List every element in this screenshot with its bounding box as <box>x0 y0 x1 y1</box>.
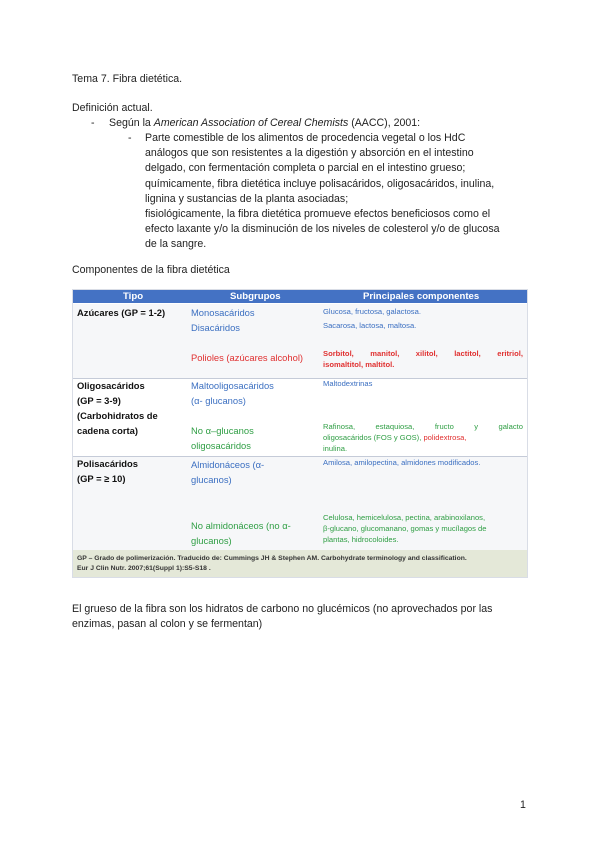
comp-no-alfa-line2 <box>323 432 523 443</box>
sub-no-almidonaceos: No almidonáceos (no α- <box>191 520 291 531</box>
comp-no-alfa-line1 <box>323 421 523 432</box>
definition-line: efecto laxante y/o la disminución de los niveles de colesterol y/o de glucosa <box>145 223 500 236</box>
table-header <box>73 290 527 303</box>
definition-line: de la sangre. <box>145 238 207 251</box>
comp-fos-gos: oligosacáridos (FOS y GOS), <box>323 433 422 442</box>
comp-polidextrosa: polidextrosa, <box>421 433 467 442</box>
closing-line-2: enzimas, pasan al colon y se fermentan) <box>72 618 263 630</box>
definition-line: químicamente, fibra dietética incluye polisacáridos, oligosacáridos, inulina, <box>145 177 495 190</box>
comp-polioles-line1 <box>323 348 523 359</box>
bullet-aacc <box>109 116 420 130</box>
comp-word: lactitol, <box>454 349 481 358</box>
comp-line: Celulosa, hemicelulosa, pectina, arabinoxilanos, <box>323 513 486 522</box>
comp-word: galacto <box>498 422 523 431</box>
sub-no-almidonaceos-2: glucanos) <box>191 535 232 546</box>
bullet-aacc-prefix: Según la <box>109 117 154 129</box>
sub-no-alfa-glucanos: No α–glucanos <box>191 425 254 436</box>
bullet-aacc-italic: American Association of Cereal Chemists <box>153 117 349 129</box>
comp-inulina: inulina. <box>323 444 348 453</box>
comp-line: plantas, hidrocoloides. <box>323 535 399 544</box>
comp-polioles-line2: isomaltitol, maltitol. <box>323 360 395 369</box>
definition-line: fisiológicamente, la fibra dietética promueve efectos beneficiosos como el <box>145 208 491 221</box>
sub-almidonaceos: Almidonáceos (α- <box>191 459 265 470</box>
definition-heading: Definición actual. <box>72 102 153 114</box>
sub-monosacaridos: Monosacáridos <box>191 307 255 318</box>
bullet-aacc-suffix: (AACC), 2001: <box>348 117 421 129</box>
components-heading: Componentes de la fibra dietética <box>72 264 230 276</box>
comp-polioles <box>323 348 523 370</box>
tipo-oligo-4: cadena corta) <box>77 425 138 436</box>
tipo-poli-2: (GP = ≥ 10) <box>77 473 126 484</box>
footnote-line1: GP – Grado de polimerización. Traducido de: Cummings JH & Stephen AM. Carbohydrate terminology and classification. <box>77 555 467 562</box>
comp-word: fructo <box>434 422 454 431</box>
comp-word: y <box>474 422 479 431</box>
comp-word: eritriol, <box>497 349 523 358</box>
comp-no-almidonaceos <box>323 512 487 545</box>
tipo-oligo-3: (Carbohidratos de <box>77 410 158 421</box>
comp-word: Rafinosa, <box>323 422 356 431</box>
sub-alfa-glucanos: (α- glucanos) <box>191 395 246 406</box>
definition-line: delgado, con fermentación completa o parcial en el intestino grueso; <box>145 162 466 175</box>
tipo-azucares: Azúcares (GP = 1-2) <box>77 307 166 318</box>
comp-word: estaquiosa, <box>375 422 415 431</box>
sub-oligosacaridos: oligosacáridos <box>191 440 251 451</box>
tipo-poli-1: Polisacáridos <box>77 458 138 469</box>
definition-line: Parte comestible de los alimentos de procedencia vegetal o los HdC <box>145 132 466 144</box>
document-title: Tema 7. Fibra dietética. <box>72 73 183 85</box>
definition-line: análogos que son resistentes a la digestión y absorción en el intestino <box>145 147 474 160</box>
footnote-line2: Eur J Clin Nutr. 2007;61(Suppl 1):S5-S18 . <box>77 565 211 572</box>
comp-almidones: Amilosa, amilopectina, almidones modificados. <box>323 458 481 467</box>
definition-line: lignina y sustancias de la planta asociadas; <box>145 192 349 205</box>
header-subgrupos: Subgrupos <box>230 291 281 302</box>
definition-paragraph <box>145 131 525 253</box>
header-componentes: Principales componentes <box>363 291 480 302</box>
sub-polioles: Polioles (azúcares alcohol) <box>191 352 304 363</box>
comp-word: manitol, <box>370 349 400 358</box>
comp-maltodextrinas: Maltodextrinas <box>323 379 373 388</box>
table-footnote <box>73 550 527 577</box>
page-number: 1 <box>520 799 526 811</box>
comp-monosacaridos: Glucosa, fructosa, galactosa. <box>323 307 421 316</box>
tipo-oligo-2: (GP = 3-9) <box>77 395 121 406</box>
bullet-dash: - <box>91 117 95 129</box>
fiber-components-table <box>72 289 528 578</box>
tipo-oligo-1: Oligosacáridos <box>77 380 145 391</box>
closing-line-1: El grueso de la fibra son los hidratos de carbono no glucémicos (no aprovechados por las <box>72 603 493 615</box>
sub-bullet-dash: - <box>128 132 132 144</box>
comp-disacaridos: Sacarosa, lactosa, maltosa. <box>323 321 417 330</box>
comp-word: xilitol, <box>415 349 438 358</box>
comp-word: Sorbitol, <box>323 349 354 358</box>
comp-no-alfa <box>323 421 523 454</box>
sub-disacaridos: Disacáridos <box>191 322 240 333</box>
header-tipo: Tipo <box>123 291 144 302</box>
sub-maltooligo: Maltooligosacáridos <box>191 380 274 391</box>
sub-almidonaceos-2: glucanos) <box>191 474 232 485</box>
comp-line: β-glucano, glucomanano, gomas y mucílagos de <box>323 524 487 533</box>
